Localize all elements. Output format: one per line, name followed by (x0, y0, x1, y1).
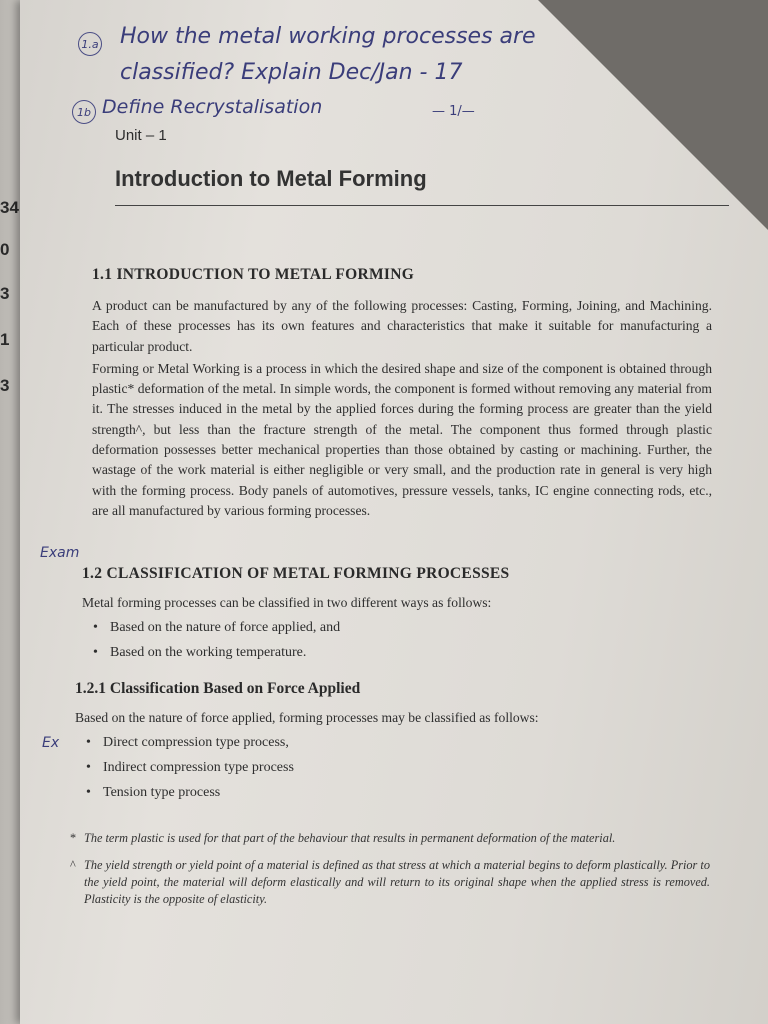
paragraph: Based on the nature of force applied, forming processes may be classified as follows: (75, 710, 539, 725)
section-1-2 (82, 565, 702, 665)
edge-number: 1 (0, 330, 10, 349)
edge-number: 34 (0, 198, 19, 217)
unit-label: Unit – 1 (115, 127, 167, 144)
subsection-heading: 1.2.1 Classification Based on Force Applied (75, 680, 361, 697)
handwritten-ex-note: Ex (42, 735, 60, 751)
paragraph: A product can be manufactured by any of the following processes: Casting, Forming, Joining, and Machining. Each of these processes has its own features and characteristics that make it suitable for manufacturing a particular product. (92, 298, 712, 354)
section-heading: 1.2 CLASSIFICATION OF METAL FORMING PROCESSES (82, 565, 510, 582)
paragraph: Metal forming processes can be classified in two different ways as follows: (82, 595, 492, 610)
footnote (70, 830, 710, 847)
list-item: • Direct compression type process, (83, 730, 705, 755)
list-item: • Indirect compression type process (83, 755, 705, 780)
title-divider (115, 205, 729, 206)
edge-number: 0 (0, 240, 10, 259)
footnote-text: The term plastic is used for that part of the behaviour that results in permanent deformation of the material. (84, 831, 616, 845)
list-item: • Based on the nature of force applied, and (90, 615, 702, 640)
classification-list (90, 615, 702, 665)
handwritten-question-line1: How the metal working processes are (120, 24, 536, 49)
handwritten-dash-mark: — 1/— (432, 104, 475, 119)
footnotes (70, 830, 710, 908)
folded-corner-shadow (538, 0, 768, 230)
force-classification-list (83, 730, 705, 805)
section-1-2-1 (75, 680, 705, 805)
question-1a-mark: 1.a (78, 32, 102, 56)
footnote-text: The yield strength or yield point of a material is defined as that stress at which a material begins to deform plastically. Prior to the yield point, the material will deform elastically and will return to its original shape when the applied stress is removed. Plasticity is the opposite of elasticity. (84, 858, 710, 906)
footnote-marker: ^ (70, 858, 76, 872)
paragraph: Forming or Metal Working is a process in which the desired shape and size of the component is obtained through plastic* deformation of the metal. In simple words, the component is formed without removing any material from it. The stresses induced in the metal by the applied forces during the forming process are greater than the yield strength^, but less than the fracture strength of the metal. The component thus formed through plastic deformation possesses better mechanical properties than those obtained by casting or machining. Further, the wastage of the work material is either negligible or very small, and the production rate in general is very high with the forming process. Body panels of automotives, pressure vessels, tanks, IC engine connecting rods, etc., are all manufactured by various forming processes. (92, 360, 712, 518)
book-page (20, 0, 768, 1024)
handwritten-question-1b: Define Recrystalisation (102, 96, 323, 118)
list-item: • Based on the working temperature. (90, 640, 702, 665)
section-heading: 1.1 INTRODUCTION TO METAL FORMING (92, 266, 415, 283)
list-item: • Tension type process (83, 780, 705, 805)
handwritten-exam-note: Exam (40, 545, 80, 561)
chapter-title: Introduction to Metal Forming (115, 166, 427, 191)
footnote-marker: * (70, 831, 77, 845)
edge-number: 3 (0, 284, 10, 303)
section-1-1 (92, 266, 712, 521)
question-1b-mark: 1b (72, 100, 96, 124)
edge-number: 3 (0, 376, 10, 395)
footnote (70, 857, 710, 908)
handwritten-question-line2: classified? Explain Dec/Jan - 17 (120, 60, 463, 85)
